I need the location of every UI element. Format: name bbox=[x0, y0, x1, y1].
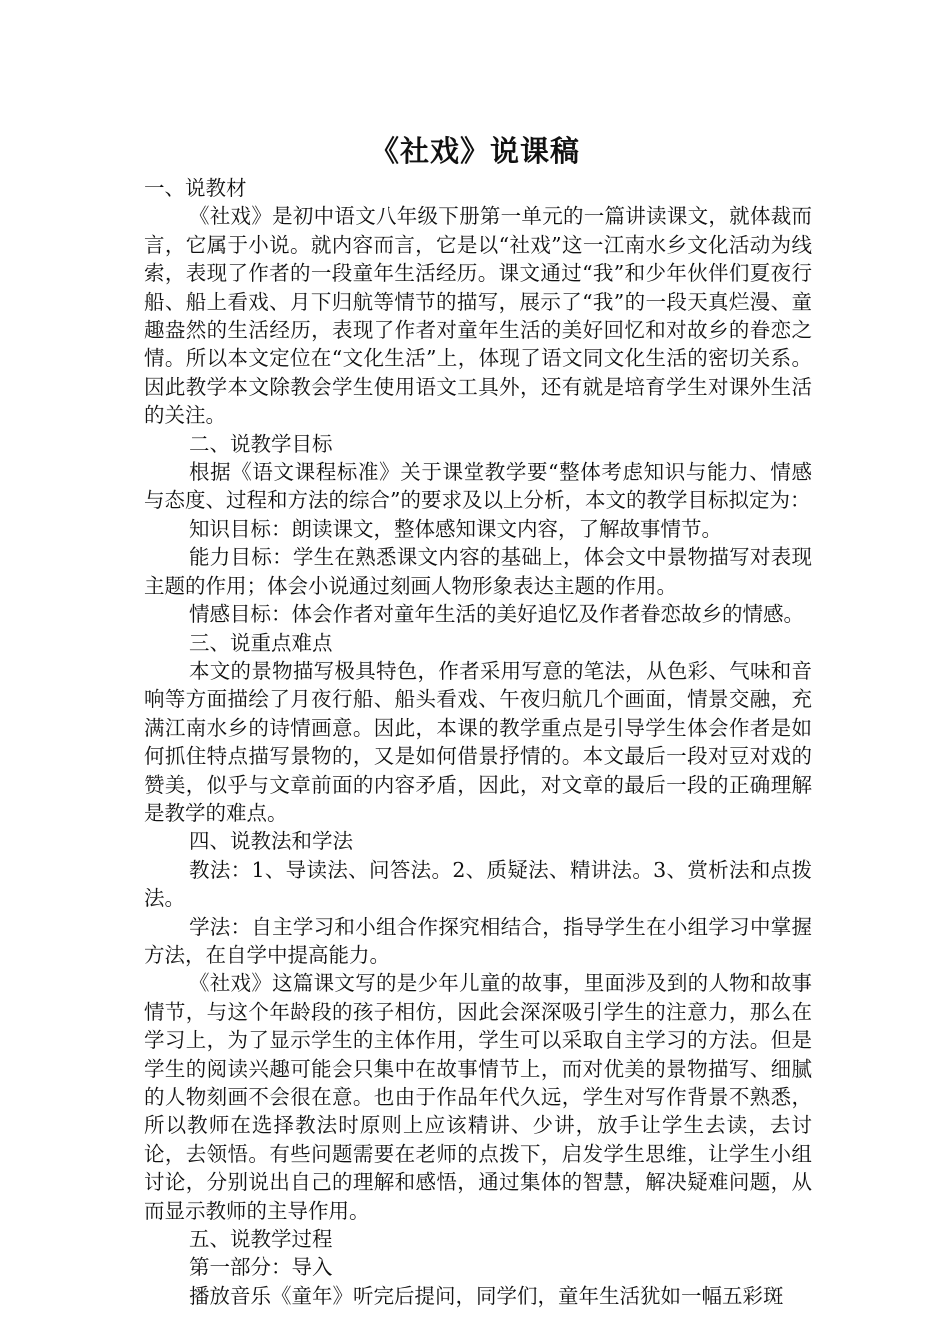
section-heading: 三、说重点难点 bbox=[189, 630, 333, 655]
paragraph: 播放音乐《童年》听完后提问，同学们，童年生活犹如一幅五彩斑 bbox=[189, 1283, 784, 1308]
paragraph: 《社戏》是初中语文八年级下册第一单元的一篇讲读课文，就体裁而言，它属于小说。就内容而言，它是以“社戏”这一江南水乡文化活动为线索，表现了作者的一段童年生活经历。课文通过“我”和少年伙伴们夏夜行船、船上看戏、月下归航等情节的描写，展示了“我”的一段天真烂漫、童趣盎然的生活经历，表现了作者对童年生活的美好回忆和对故乡的眷恋之情。所以本文定位在“文化生活”上，体现了语文同文化生活的密切关系。因此教学本文除教会学生使用语文工具外，还有就是培育学生对课外生活的关注。 bbox=[144, 204, 812, 428]
paragraph: 能力目标：学生在熟悉课文内容的基础上，体会文中景物描写对表现主题的作用；体会小说通过刻画人物形象表达主题的作用。 bbox=[144, 545, 812, 598]
paragraph: 根据《语文课程标准》关于课堂教学要“整体考虑知识与能力、情感与态度、过程和方法的综合”的要求及以上分析，本文的教学目标拟定为： bbox=[144, 460, 812, 513]
paragraph: 本文的景物描写极具特色，作者采用写意的笔法，从色彩、气味和音响等方面描绘了月夜行船、船头看戏、午夜归航几个画面，情景交融，充满江南水乡的诗情画意。因此，本课的教学重点是引导学生体会作者是如何抓住特点描写景物的，又是如何借景抒情的。本文最后一段对豆对戏的赞美，似乎与文章前面的内容矛盾，因此，对文章的最后一段的正确理解是教学的难点。 bbox=[144, 658, 812, 825]
paragraph: 情感目标：体会作者对童年生活的美好追忆及作者眷恋故乡的情感。 bbox=[189, 602, 804, 627]
paragraph: 学法：自主学习和小组合作探究相结合，指导学生在小组学习中掌握方法，在自学中提高能力。 bbox=[144, 914, 812, 967]
paragraph: 知识目标：朗读课文，整体感知课文内容，了解故事情节。 bbox=[189, 516, 722, 541]
paragraph: 教法：1、导读法、问答法。2、质疑法、精讲法。3、赏析法和点拨法。 bbox=[144, 857, 812, 911]
section-heading: 一、说教材 bbox=[144, 176, 247, 200]
paragraph: 《社戏》这篇课文写的是少年儿童的故事，里面涉及到的人物和故事情节，与这个年龄段的孩子相仿，因此会深深吸引学生的注意力，那么在学习上，为了显示学生的主体作用，学生可以采取自主学习的方法。但是学生的阅读兴趣可能会只集中在故事情节上，而对优美的景物描写、细腻的人物刻画不会很在意。也由于作品年代久远，学生对写作背景不熟悉，所以教师在选择教法时原则上应该精讲、少讲，放手让学生去读，去讨论，去领悟。有些问题需要在老师的点拨下，启发学生思维，让学生小组讨论，分别说出自己的理解和感悟，通过集体的智慧，解决疑难问题，从而显示教师的主导作用。 bbox=[144, 971, 812, 1223]
section-heading: 四、说教法和学法 bbox=[189, 829, 353, 854]
document-title: 《社戏》说课稿 bbox=[369, 134, 580, 168]
section-heading: 二、说教学目标 bbox=[189, 431, 333, 456]
section-heading: 五、说教学过程 bbox=[189, 1227, 333, 1252]
document-body bbox=[144, 174, 812, 1310]
paragraph: 第一部分：导入 bbox=[189, 1255, 333, 1280]
